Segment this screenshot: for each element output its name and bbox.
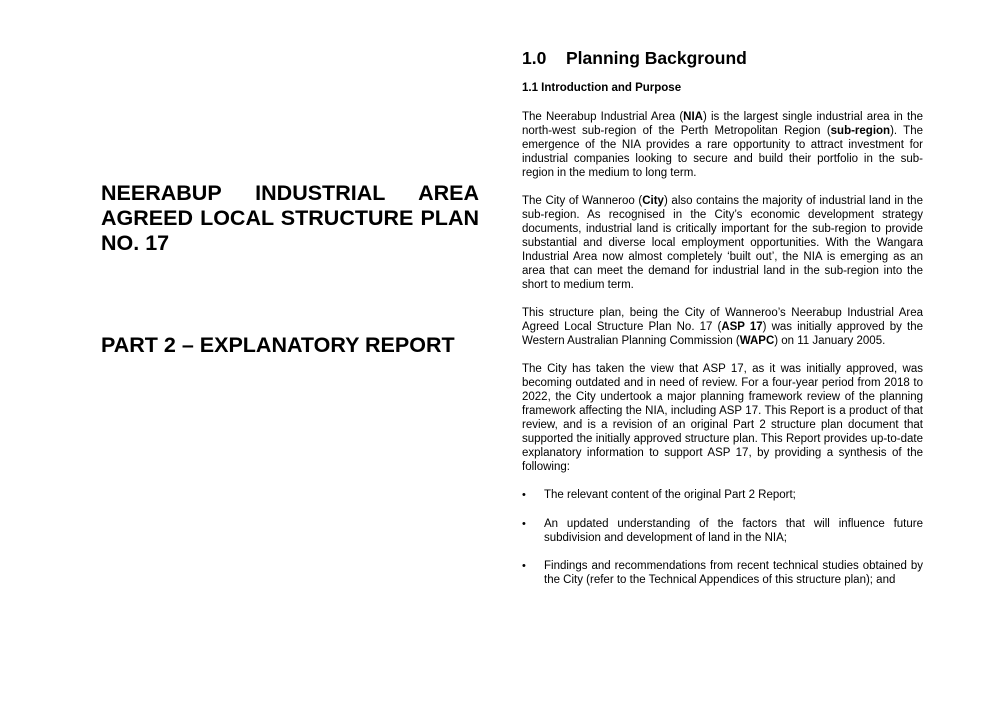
list-item-text: Findings and recommendations from recent technical studies obtained by the City (refer to the Technical Appendices of this structure plan); and: [544, 560, 923, 586]
text-run: ) on 11 January 2005.: [774, 335, 886, 347]
paragraph-introduction: [522, 110, 923, 180]
text-run: The Neerabup Industrial Area (: [522, 111, 684, 123]
bullet-marker: •: [522, 518, 526, 530]
document-subtitle: PART 2 – EXPLANATORY REPORT: [101, 333, 455, 357]
text-run: The City of Wanneroo (: [522, 195, 643, 207]
defined-term-asp17: ASP 17: [721, 321, 763, 333]
section-title: Planning Background: [566, 48, 747, 68]
text-run: ) was initially approved by the Western Australian Planning Commission (: [522, 321, 923, 347]
text-run: This structure plan, being the City of Wanneroo’s Neerabup Industrial Area Agreed Local Structure Plan No. 17 (: [522, 307, 923, 333]
paragraph-city-of-wanneroo: [522, 194, 923, 292]
bullet-marker: •: [522, 489, 526, 501]
right-page: [500, 0, 1001, 702]
section-heading: [522, 46, 747, 70]
list-item: [522, 559, 923, 587]
left-page: [0, 0, 500, 702]
list-item: [522, 488, 923, 502]
paragraph-review: The City has taken the view that ASP 17, as it was initially approved, was becoming outdated and in need of review. For a four-year period from 2018 to 2022, the City undertook a major planning framework review of the planning framework affecting the NIA, including ASP 17. This Report is a product of that review, and is a revision of an original Part 2 structure plan document that supported the initially approved structure plan. This Report provides up-to-date explanatory information to support ASP 17, by providing a synthesis of the following:: [522, 363, 923, 473]
section-number: 1.0: [522, 48, 547, 68]
list-item-text: The relevant content of the original Part 2 Report;: [544, 489, 796, 501]
document-title-line-1: NEERABUP INDUSTRIAL AREA: [101, 181, 479, 205]
defined-term-city: City: [642, 195, 664, 207]
list-item-text: An updated understanding of the factors that will influence future subdivision and development of land in the NIA;: [544, 518, 923, 544]
document-title: [101, 181, 479, 256]
bullet-marker: •: [522, 560, 526, 572]
document-title-line-2: AGREED LOCAL STRUCTURE PLAN: [101, 206, 479, 230]
list-item: [522, 517, 923, 545]
subsection-heading: 1.1 Introduction and Purpose: [522, 82, 682, 94]
text-run: ) is the largest single industrial area in the north-west sub-region of the Perth Metropolitan Region (: [522, 111, 923, 137]
text-run: ) also contains the majority of industrial land in the sub-region. As recognised in the City’s economic development strategy documents, industrial land is critically important for the sub-region to provide substantial and diverse local employment opportunities. With the Wangara Industrial Area now almost completely ‘built out’, the NIA is emerging as an area that can meet the demand for industrial land in the sub-region into the short to medium term.: [522, 195, 923, 291]
paragraph-structure-plan: [522, 306, 923, 348]
defined-term-sub-region: sub-region: [830, 125, 891, 137]
defined-term-wapc: WAPC: [739, 335, 775, 347]
text-run: ). The emergence of the NIA provides a rare opportunity to attract investment for industrial companies looking to secure and build their portfolio in the sub-region in the medium to long term.: [522, 125, 923, 179]
document-title-line-3: NO. 17: [101, 231, 170, 255]
defined-term-nia: NIA: [683, 111, 703, 123]
